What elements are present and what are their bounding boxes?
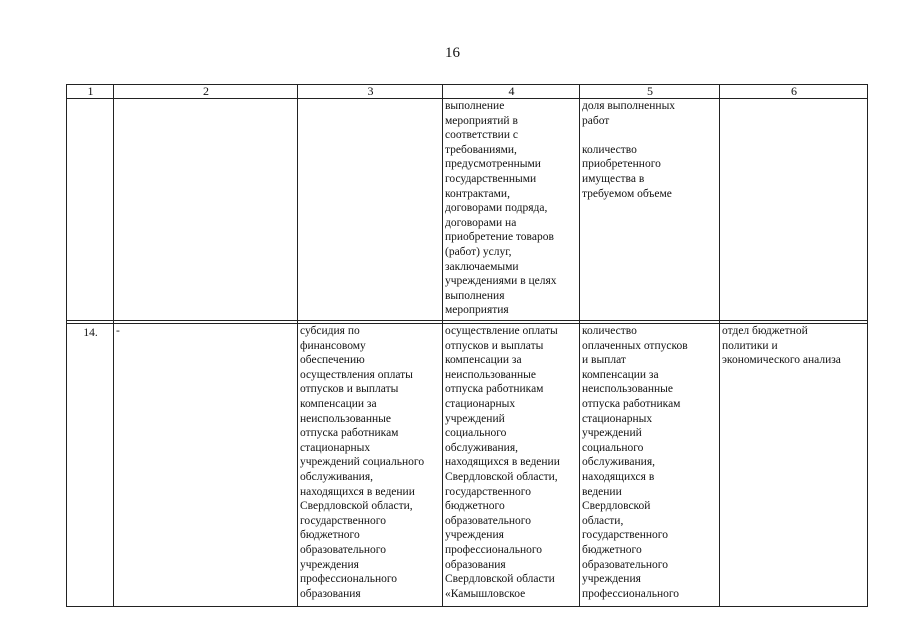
cell-col4: выполнение мероприятий в соответствии с требованиями, предусмотренными государственными контрактами, договорами подряда, договорами на приобретение товаров (работ) услуг, заключаемыми учреждениями в целях выполнения мероприятия <box>443 99 580 321</box>
cell-col5: доля выполненных работ количество приобретенного имущества в требуемом объеме <box>580 99 720 321</box>
cell-col3 <box>298 99 443 321</box>
cell-col6 <box>720 99 868 321</box>
cell-col3: субсидия по финансовому обеспечению осуществления оплаты отпусков и выплаты компенсации за неиспользованные отпуска работникам стационарных учреждений социального обслуживания, находящихся в ведении Свердловской области, государственного бюджетного образовательного учреждения профессионального образования <box>298 324 443 607</box>
table-row <box>67 324 868 607</box>
cell-col5: количество оплаченных отпусков и выплат компенсации за неиспользованные отпуска работникам стационарных учреждений социального обслуживания, находящихся в ведении Свердловской области, государственного бюджетного образовательного учреждения профессионального <box>580 324 720 607</box>
column-header-2: 2 <box>114 85 298 99</box>
cell-col4: осуществление оплаты отпусков и выплаты компенсации за неиспользованные отпуска работникам стационарных учреждений социального обслуживания, находящихся в ведении Свердловской области, государственного бюджетного образовательного учреждения профессионального образования Свердловской области «Камышловское <box>443 324 580 607</box>
column-header-4: 4 <box>443 85 580 99</box>
column-header-3: 3 <box>298 85 443 99</box>
column-header-5: 5 <box>580 85 720 99</box>
cell-number <box>67 99 114 321</box>
table-row <box>67 99 868 321</box>
cell-number: 14. <box>67 324 114 607</box>
table-header-row <box>67 85 868 99</box>
cell-col6: отдел бюджетной политики и экономического анализа <box>720 324 868 607</box>
cell-col2 <box>114 99 298 321</box>
column-header-1: 1 <box>67 85 114 99</box>
column-header-6: 6 <box>720 85 868 99</box>
cell-col2: - <box>114 324 298 607</box>
document-table <box>66 84 868 607</box>
page-number: 16 <box>445 45 460 61</box>
